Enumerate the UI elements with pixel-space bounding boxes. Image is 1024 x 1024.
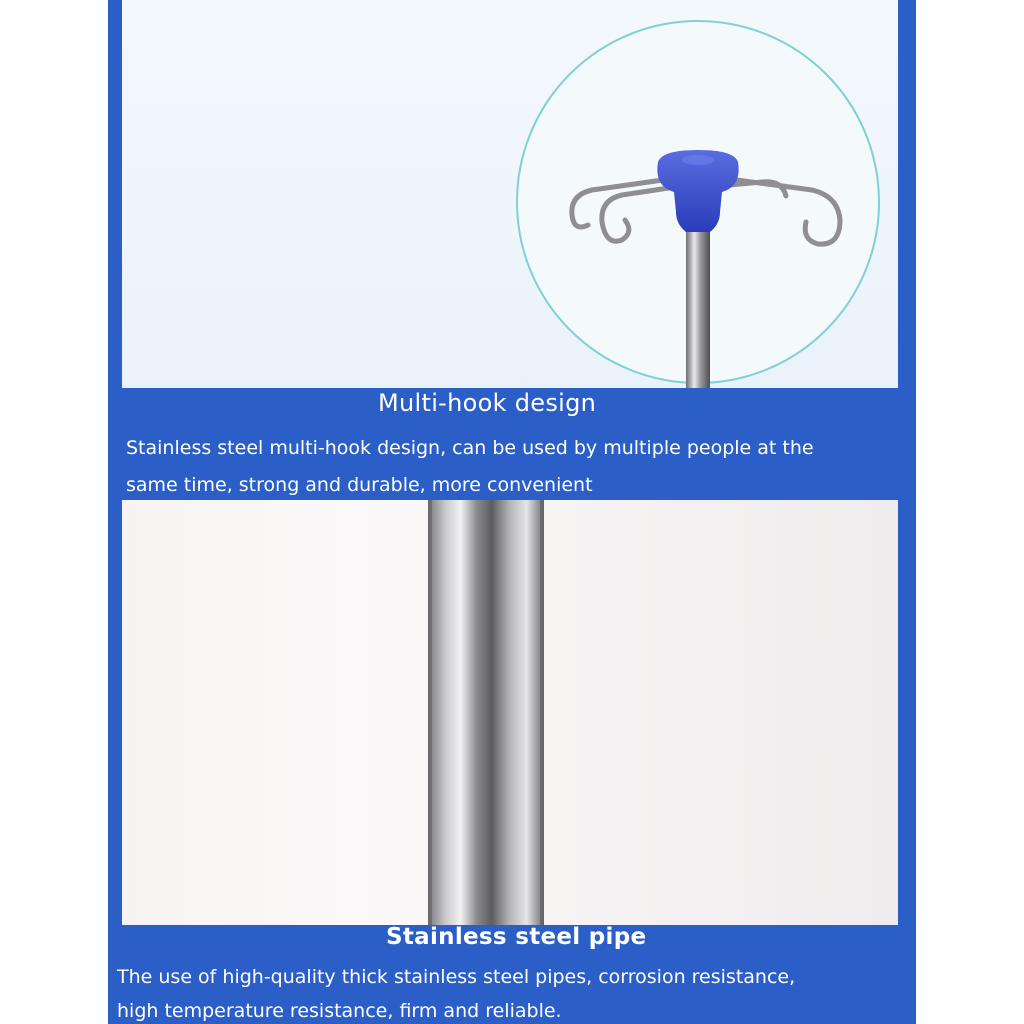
- section-2-description-line-1: The use of high-quality thick stainless steel pipes, corrosion resistance,: [117, 966, 796, 988]
- steel-pipe-shaft: [428, 500, 544, 925]
- section-2-title: Stainless steel pipe: [386, 924, 647, 950]
- steel-pipe-icon: [122, 500, 898, 925]
- iv-pole-hook-icon: [122, 0, 898, 388]
- multi-hook-photo: [122, 0, 898, 388]
- steel-pipe-photo: [122, 500, 898, 925]
- section-1-title: Multi-hook design: [378, 389, 597, 417]
- section-2-description-line-2: high temperature resistance, firm and reliable.: [117, 1000, 562, 1022]
- section-1-description-line-2: same time, strong and durable, more convenient: [126, 474, 593, 496]
- section-1-description-line-1: Stainless steel multi-hook design, can be used by multiple people at the: [126, 437, 814, 459]
- pole-shaft: [686, 230, 710, 388]
